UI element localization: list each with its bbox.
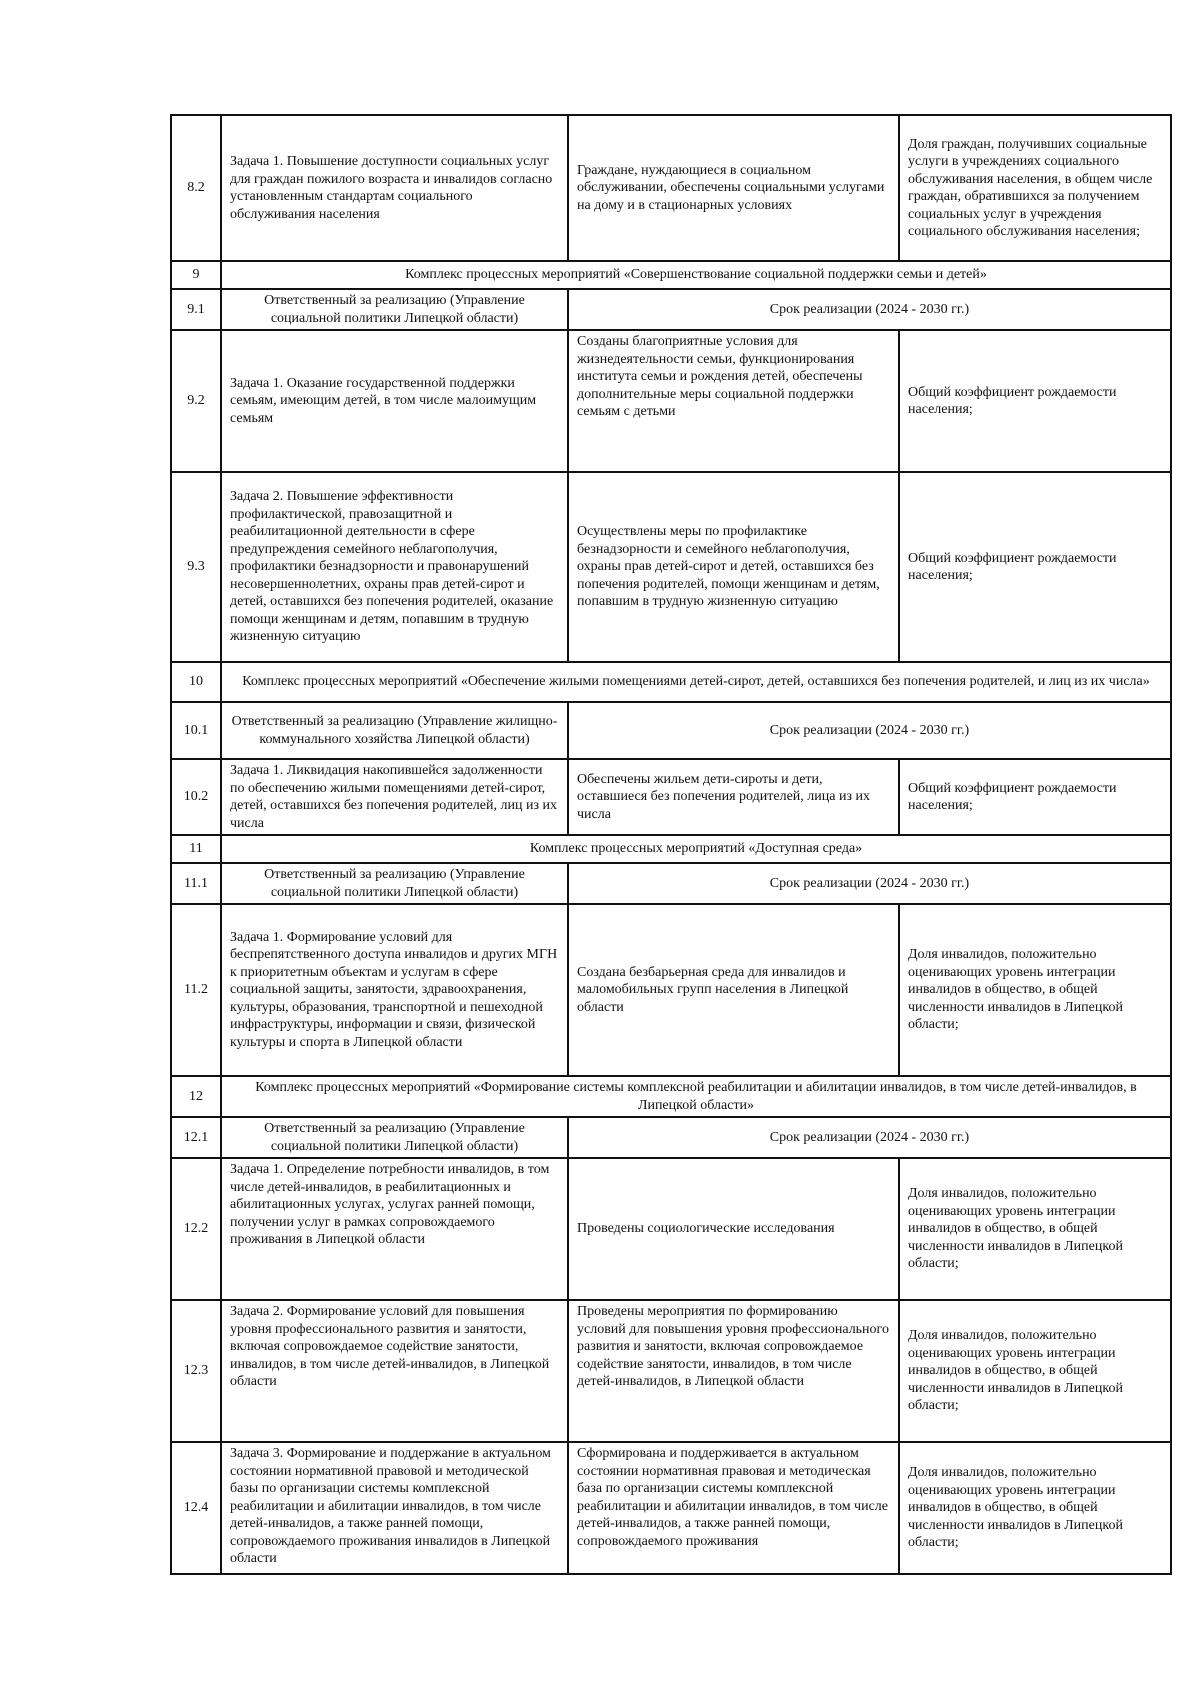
task-cell: Задача 1. Формирование условий для беспрепятственного доступа инвалидов и других МГН к приоритетным объектам и услугам в сфере социальной защиты, занятости, здравоохранения, культуры, образования, транспортной и пешеходной инфраструктуры, информации и связи, физической культуры и спорта в Липецкой области (221, 904, 568, 1076)
section-title: Комплекс процессных мероприятий «Совершенствование социальной поддержки семьи и детей» (221, 261, 1171, 289)
responsible-cell: Ответственный за реализацию (Управление социальной политики Липецкой области) (221, 863, 568, 904)
responsible-cell: Ответственный за реализацию (Управление социальной политики Липецкой области) (221, 289, 568, 330)
row-number: 12.4 (171, 1442, 221, 1574)
task-cell: Задача 2. Формирование условий для повышения уровня профессионального развития и занятости, включая сопровождаемое содействие занятости, инвалидов, в том числе детей-инвалидов, в Липецкой области (221, 1300, 568, 1442)
responsible-row (171, 702, 1171, 759)
indicator-cell: Общий коэффициент рождаемости населения; (899, 330, 1171, 472)
indicator-cell: Доля инвалидов, положительно оценивающих уровень интеграции инвалидов в общество, в общей численности инвалидов в Липецкой области; (899, 1300, 1171, 1442)
responsible-row (171, 1117, 1171, 1158)
row-number: 9.3 (171, 472, 221, 662)
result-cell: Проведены мероприятия по формированию условий для повышения уровня профессионального развития и занятости, включая сопровождаемое содействие занятости, инвалидов, в том числе детей-инвалидов, в Липецкой области (568, 1300, 899, 1442)
table-row (171, 1442, 1171, 1574)
section-title: Комплекс процессных мероприятий «Доступная среда» (221, 835, 1171, 863)
table-row (171, 904, 1171, 1076)
row-number: 10.2 (171, 759, 221, 835)
task-cell: Задача 1. Повышение доступности социальных услуг для граждан пожилого возраста и инвалидов согласно установленным стандартам социального обслуживания населения (221, 115, 568, 261)
table-row (171, 330, 1171, 472)
section-title: Комплекс процессных мероприятий «Обеспечение жилыми помещениями детей-сирот, детей, оставшихся без попечения родителей, и лиц из их числа» (221, 662, 1171, 702)
task-cell: Задача 1. Определение потребности инвалидов, в том числе детей-инвалидов, в реабилитационных и абилитационных услугах, услугах ранней помощи, получении услуг в рамках сопровождаемого проживания в Липецкой области (221, 1158, 568, 1300)
program-table (170, 114, 1172, 1575)
result-cell: Создана безбарьерная среда для инвалидов и маломобильных групп населения в Липецкой области (568, 904, 899, 1076)
section-title: Комплекс процессных мероприятий «Формирование системы комплексной реабилитации и абилитации инвалидов, в том числе детей-инвалидов, в Липецкой области» (221, 1076, 1171, 1117)
table-row (171, 115, 1171, 261)
task-cell: Задача 3. Формирование и поддержание в актуальном состоянии нормативной правовой и методической базы по организации системы комплексной реабилитации и абилитации инвалидов, в том числе детей-инвалидов, а также ранней помощи, сопровождаемого проживания инвалидов в Липецкой области (221, 1442, 568, 1574)
section-row (171, 662, 1171, 702)
row-number: 8.2 (171, 115, 221, 261)
task-cell: Задача 1. Ликвидация накопившейся задолженности по обеспечению жилыми помещениями детей-сирот, детей, оставшихся без попечения родителей, лиц из их числа (221, 759, 568, 835)
indicator-cell: Доля инвалидов, положительно оценивающих уровень интеграции инвалидов в общество, в общей численности инвалидов в Липецкой области; (899, 1442, 1171, 1574)
row-number: 9.2 (171, 330, 221, 472)
responsible-cell: Ответственный за реализацию (Управление жилищно-коммунального хозяйства Липецкой области) (221, 702, 568, 759)
section-row (171, 261, 1171, 289)
row-number: 12 (171, 1076, 221, 1117)
result-cell: Обеспечены жильем дети-сироты и дети, оставшиеся без попечения родителей, лица из их числа (568, 759, 899, 835)
result-cell: Созданы благоприятные условия для жизнедеятельности семьи, функционирования института семьи и рождения детей, обеспечены дополнительные меры социальной поддержки семьям с детьми (568, 330, 899, 472)
table-row (171, 1300, 1171, 1442)
row-number: 9 (171, 261, 221, 289)
responsible-row (171, 863, 1171, 904)
term-cell: Срок реализации (2024 - 2030 гг.) (568, 289, 1171, 330)
row-number: 10.1 (171, 702, 221, 759)
section-row (171, 1076, 1171, 1117)
indicator-cell: Доля инвалидов, положительно оценивающих уровень интеграции инвалидов в общество, в общей численности инвалидов в Липецкой области; (899, 904, 1171, 1076)
result-cell: Сформирована и поддерживается в актуальном состоянии нормативная правовая и методическая база по организации системы комплексной реабилитации и абилитации инвалидов, в том числе детей-инвалидов, а также ранней помощи, сопровождаемого проживания (568, 1442, 899, 1574)
section-row (171, 835, 1171, 863)
table-row (171, 759, 1171, 835)
task-cell: Задача 2. Повышение эффективности профилактической, правозащитной и реабилитационной деятельности в сфере предупреждения семейного неблагополучия, профилактики безнадзорности и правонарушений несовершеннолетних, охраны прав детей-сирот и детей, оставшихся без попечения родителей, оказание помощи женщинам и детям, попавшим в трудную жизненную ситуацию (221, 472, 568, 662)
row-number: 11 (171, 835, 221, 863)
indicator-cell: Общий коэффициент рождаемости населения; (899, 759, 1171, 835)
indicator-cell: Общий коэффициент рождаемости населения; (899, 472, 1171, 662)
row-number: 12.3 (171, 1300, 221, 1442)
table-row (171, 1158, 1171, 1300)
row-number: 10 (171, 662, 221, 702)
row-number: 11.1 (171, 863, 221, 904)
row-number: 12.2 (171, 1158, 221, 1300)
row-number: 12.1 (171, 1117, 221, 1158)
result-cell: Проведены социологические исследования (568, 1158, 899, 1300)
responsible-cell: Ответственный за реализацию (Управление социальной политики Липецкой области) (221, 1117, 568, 1158)
result-cell: Граждане, нуждающиеся в социальном обслуживании, обеспечены социальными услугами на дому и в стационарных условиях (568, 115, 899, 261)
term-cell: Срок реализации (2024 - 2030 гг.) (568, 1117, 1171, 1158)
task-cell: Задача 1. Оказание государственной поддержки семьям, имеющим детей, в том числе малоимущим семьям (221, 330, 568, 472)
result-cell: Осуществлены меры по профилактике безнадзорности и семейного неблагополучия, охраны прав детей-сирот и детей, оставшихся без попечения родителей, помощи женщинам и детям, попавшим в трудную жизненную ситуацию (568, 472, 899, 662)
responsible-row (171, 289, 1171, 330)
row-number: 11.2 (171, 904, 221, 1076)
term-cell: Срок реализации (2024 - 2030 гг.) (568, 863, 1171, 904)
term-cell: Срок реализации (2024 - 2030 гг.) (568, 702, 1171, 759)
table-row (171, 472, 1171, 662)
indicator-cell: Доля инвалидов, положительно оценивающих уровень интеграции инвалидов в общество, в общей численности инвалидов в Липецкой области; (899, 1158, 1171, 1300)
row-number: 9.1 (171, 289, 221, 330)
indicator-cell: Доля граждан, получивших социальные услуги в учреждениях социального обслуживания населения, в общем числе граждан, обратившихся за получением социальных услуг в учреждения социального обслуживания населения; (899, 115, 1171, 261)
